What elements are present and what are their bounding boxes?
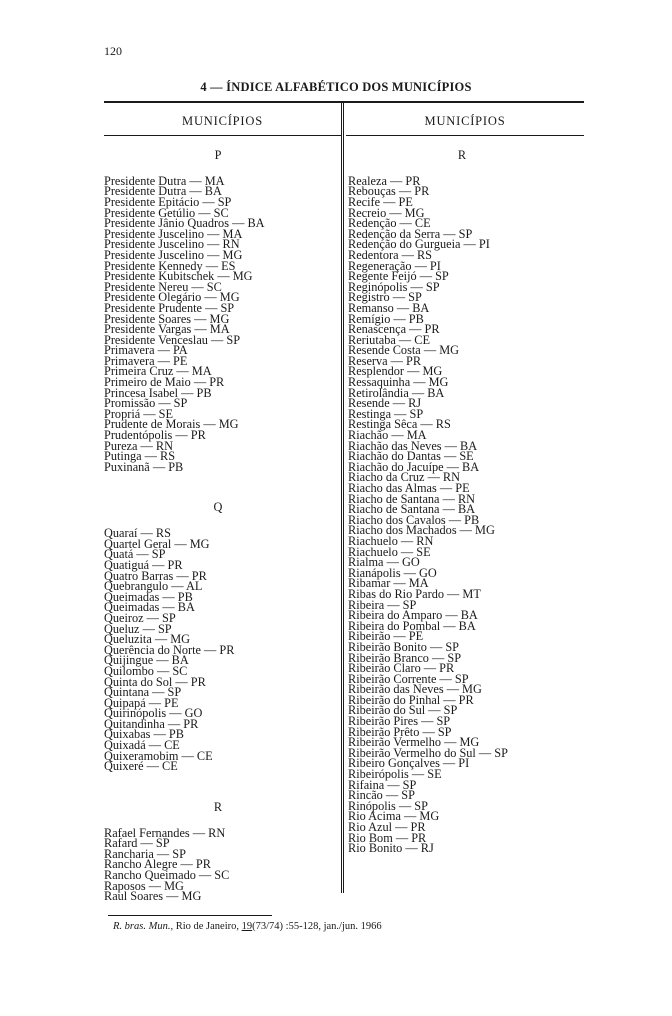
municipality-entry: Presidente Nereu — SC (104, 279, 222, 294)
journal-name: R. bras. Mun., (113, 921, 174, 932)
municipality-entry: Ribeira — SP (348, 597, 417, 612)
municipality-entry: Rincão — SP (348, 788, 415, 803)
municipality-entry: Quatá — SP (104, 547, 166, 562)
municipality-entry: Princesa Isabel — PB (104, 385, 212, 400)
municipality-entry: Quipapá — PE (104, 695, 179, 710)
municipality-entry: Primeira Cruz — MA (104, 364, 212, 379)
municipality-entry: Quinta do Sol — PR (104, 674, 206, 689)
municipality-entry: Quixeramobim — CE (104, 748, 213, 763)
municipality-entry: Quixabas — PB (104, 727, 184, 742)
citation-details: (73/74) :55-128, jan./jun. 1966 (252, 921, 382, 932)
municipality-entry: Rialma — GO (348, 555, 420, 570)
municipality-entry: Presidente Dutra — BA (104, 184, 222, 199)
municipality-entry: Queiroz — SP (104, 610, 176, 625)
municipality-entry: Regente Feijó — SP (348, 269, 449, 284)
municipality-entry: Presidente Kennedy — ES (104, 258, 236, 273)
municipality-entry: Quatro Barras — PR (104, 568, 207, 583)
municipality-entry: Reriutaba — CE (348, 332, 430, 347)
municipality-entry: Ribeira do Amparo — BA (348, 608, 478, 623)
municipality-entry: Raposos — MG (104, 878, 184, 893)
municipality-entry: Rio Bonito — RJ (348, 841, 434, 856)
municipality-entry: Riacho da Cruz — RN (348, 470, 461, 485)
municipality-entry: Ribeirão Bonito — SP (348, 639, 460, 654)
municipality-entry: Ribeira do Pombal — BA (348, 618, 476, 633)
municipality-entry: Riachão — MA (348, 428, 427, 443)
municipality-entry: Presidente Prudente — SP (104, 300, 235, 315)
municipality-entry: Presidente Kubitschek — MG (104, 269, 253, 284)
page-number: 120 (104, 44, 122, 58)
municipality-entry: Quintana — SP (104, 685, 182, 700)
municipality-entry: Rafael Fernandes — RN (104, 825, 226, 840)
section-gap (104, 772, 336, 802)
municipality-entry: Recreio — MG (348, 205, 425, 220)
left-column-header: MUNICÍPIOS (182, 114, 263, 128)
municipality-entry: Ribeirão do Sul — SP (348, 703, 458, 718)
municipality-entry: Resende Costa — MG (348, 343, 460, 358)
municipality-entry: Propriá — SE (104, 406, 173, 421)
municipality-entry: Renascença — PR (348, 322, 440, 337)
municipality-entry: Redentora — RS (348, 247, 433, 262)
municipality-entry: Prudentópolis — PR (104, 428, 206, 443)
municipality-entry: Presidente Juscelino — RN (104, 237, 240, 252)
municipality-entry: Ribeirão Vermelho do Sul — SP (348, 745, 508, 760)
section-letter: P (214, 148, 222, 162)
municipality-entry: Promissão — SP (104, 396, 188, 411)
municipality-entry: Queluzita — MG (104, 632, 191, 647)
municipality-entry: Restinga — SP (348, 406, 424, 421)
municipality-entry: Riacho das Almas — PE (348, 481, 470, 495)
municipality-entry: Presidente Getúlio — SC (104, 205, 229, 220)
municipality-entry: Riachão das Neves — BA (348, 438, 478, 453)
section-title: 4 — ÍNDICE ALFABÉTICO DOS MUNICÍPIOS (200, 80, 472, 94)
municipality-entry: Primavera — PE (104, 353, 188, 368)
municipality-entry: Primeiro de Maio — PR (104, 375, 225, 390)
municipality-entry: Quirinópolis — GO (104, 706, 203, 721)
municipality-entry: Quatiguá — PR (104, 557, 183, 572)
municipality-entry: Riacho de Santana — BA (348, 502, 476, 517)
municipality-entry: Ribeirão das Neves — MG (348, 682, 482, 697)
municipality-entry: Ribamar — MA (348, 576, 429, 591)
municipality-entry: Realeza — PR (348, 173, 421, 188)
municipality-entry: Riachão do Jacuípe — BA (348, 459, 480, 474)
municipality-entry: Presidente Juscelino — MA (104, 226, 243, 241)
municipality-entry: Querência do Norte — PR (104, 642, 235, 657)
left-header-rule (104, 135, 341, 136)
municipality-entry: Regeneração — PI (348, 258, 441, 273)
municipality-entry: Quixadá — CE (104, 738, 180, 753)
municipality-entry: Ribeirão — PE (348, 629, 424, 644)
municipality-entry: Ribas do Rio Pardo — MT (348, 586, 481, 601)
municipality-entry: Queimadas — BA (104, 600, 195, 615)
municipality-entry: Quartel Geral — MG (104, 536, 210, 551)
municipality-entry: Redenção da Serra — SP (348, 226, 473, 241)
section-letter: Q (213, 500, 223, 515)
top-rule (104, 101, 584, 103)
municipality-entry: Presidente Jânio Quadros — BA (104, 216, 265, 231)
municipality-entry: Redenção do Gurgueia — PI (348, 237, 490, 252)
municipality-entry: Pureza — RN (104, 438, 173, 453)
municipality-entry: Quebrangulo — AL (104, 579, 203, 594)
section-letter: R (457, 148, 467, 162)
municipality-entry: Presidente Olegário — MG (104, 290, 240, 305)
municipality-entry: Ribeiro Gonçalves — PI (348, 756, 470, 771)
municipality-entry: Recife — PE (348, 194, 413, 209)
citation-place: Rio de Janeiro, (173, 921, 242, 932)
municipality-entry: Riacho dos Machados — MG (348, 523, 495, 538)
municipality-entry: Reserva — PR (348, 353, 422, 368)
left-column (104, 150, 336, 902)
municipality-entry: Presidente Juscelino — MG (104, 247, 243, 262)
municipality-entry: Quitandinha — PR (104, 716, 199, 731)
column-divider (341, 101, 344, 893)
right-column-header: MUNICÍPIOS (424, 114, 506, 128)
right-column (348, 150, 584, 854)
municipality-entry: Putinga — RS (104, 449, 176, 464)
municipality-entry: Redenção — CE (348, 216, 431, 231)
municipality-entry: Queluz — SP (104, 621, 172, 636)
municipality-entry: Rifaina — SP (348, 777, 417, 792)
municipality-entry: Quilombo — SC (104, 663, 188, 678)
municipality-entry: Registro — SP (348, 290, 422, 305)
section-letter: R (213, 799, 223, 814)
municipality-entry: Reginópolis — SP (348, 279, 440, 294)
municipality-entry: Resplendor — MG (348, 364, 443, 379)
municipality-entry: Rinópolis — SP (348, 798, 428, 813)
municipality-entry: Rancharia — SP (104, 846, 186, 861)
municipality-entry: Ribeirão Vermelho — MG (348, 735, 480, 750)
municipality-entry: Remanso — BA (348, 300, 430, 315)
footer-rule (108, 915, 272, 916)
municipality-entry: Rio Bom — PR (348, 830, 427, 845)
municipality-entry: Presidente Dutra — MA (104, 173, 225, 188)
municipality-entry: Ribeirão Corrente — SP (348, 671, 469, 686)
municipality-entry: Remígio — PB (348, 311, 424, 326)
municipality-entry: Quixeré — CE (104, 759, 178, 774)
citation-volume: 19 (241, 921, 253, 932)
municipality-entry: Riacho dos Cavalos — PB (348, 512, 480, 527)
municipality-entry: Prudente de Morais — MG (104, 417, 239, 432)
municipality-entry: Riachão do Dantas — SE (348, 449, 474, 464)
municipality-entry: Resende — RJ (348, 396, 422, 411)
municipality-entry: Presidente Soares — MG (104, 311, 230, 326)
municipality-entry: Restinga Sêca — RS (348, 417, 451, 432)
municipality-entry: Presidente Venceslau — SP (104, 332, 241, 347)
municipality-entry: Riachuelo — RN (348, 533, 434, 548)
municipality-entry: Ribeirão Pires — SP (348, 714, 451, 729)
municipality-entry: Riacho de Santana — RN (348, 491, 476, 506)
municipality-entry: Rio Acima — MG (348, 809, 440, 824)
municipality-entry: Riachuelo — SE (348, 544, 431, 559)
footer-citation (113, 921, 382, 932)
municipality-entry: Rianápolis — GO (348, 565, 437, 580)
municipality-entry: Ribeirão Claro — PR (348, 661, 455, 676)
municipality-entry: Ribeirão Prêto — SP (348, 724, 452, 739)
municipality-entry: Rancho Queimado — SC (104, 868, 230, 882)
municipality-entry: Ribeirópolis — SE (348, 767, 442, 782)
municipality-entry: Rio Azul — PR (348, 820, 426, 834)
municipality-entry: Rancho Alegre — PR (104, 857, 211, 872)
municipality-entry: Ribeirão Branco — SP (348, 650, 462, 665)
municipality-entry: Rafard — SP (104, 836, 170, 851)
municipality-entry: Queimadas — PB (104, 589, 193, 604)
municipality-entry: Quijingue — BA (104, 653, 189, 668)
municipality-entry: Quaraí — RS (104, 526, 171, 541)
municipality-entry: Presidente Vargas — MA (104, 322, 230, 337)
municipality-entry: Retirolândia — BA (348, 385, 445, 400)
municipality-entry: Presidente Epitácio — SP (104, 194, 232, 209)
municipality-entry: Puxinanã — PB (104, 459, 184, 474)
municipality-entry: Primavera — PA (104, 343, 188, 358)
municipality-entry: Rebouças — PR (348, 184, 430, 199)
right-header-rule (346, 135, 584, 136)
municipality-entry: Ribeirão do Pinhal — PR (348, 692, 474, 707)
section-gap (104, 472, 336, 502)
municipality-entry: Ressaquinha — MG (348, 375, 449, 390)
municipality-entry: Raul Soares — MG (104, 889, 202, 904)
